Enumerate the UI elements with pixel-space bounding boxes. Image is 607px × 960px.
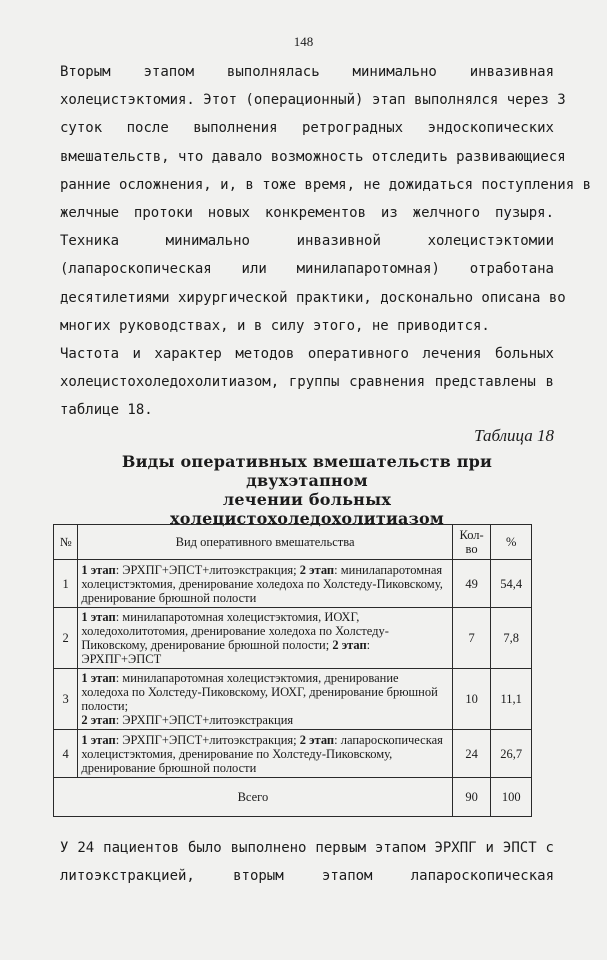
table-body bbox=[54, 560, 532, 778]
text-line: таблице 18. bbox=[60, 402, 153, 419]
header-number: № bbox=[54, 525, 78, 560]
text-line: Техника минимально инвазивной холецистэктомии bbox=[60, 233, 554, 250]
stage-label: 1 этап bbox=[81, 671, 116, 685]
table-caption: Таблица 18 bbox=[474, 426, 554, 445]
page-number: 148 bbox=[293, 34, 314, 49]
row-count: 10 bbox=[452, 669, 491, 730]
text-line: ранние осложнения, и, в тоже время, не дожидаться поступления в bbox=[60, 176, 592, 193]
table-header-row bbox=[54, 525, 532, 560]
table-row bbox=[54, 730, 532, 778]
row-count: 7 bbox=[452, 608, 491, 669]
stage-label: 2 этап bbox=[299, 562, 335, 577]
table-total-row bbox=[54, 778, 532, 817]
header-count: Кол-во bbox=[452, 525, 491, 560]
row-percent: 54,4 bbox=[491, 560, 532, 608]
row-count: 49 bbox=[452, 560, 491, 608]
row-percent: 26,7 bbox=[491, 730, 532, 778]
stage-label: 2 этап bbox=[81, 713, 116, 727]
text-line: суток после выполнения ретроградных эндоскопических bbox=[60, 120, 554, 137]
text-line: десятилетиями хирургической практики, досконально описана во bbox=[60, 289, 566, 306]
stage-text: : минилапаротомная холецистэктомия, дренирование холедоха по Холстеду-Пиковскому, ИОХГ, дренирование брюшной полости; bbox=[81, 671, 438, 713]
row-number: 3 bbox=[54, 669, 78, 730]
table-title bbox=[60, 452, 554, 528]
total-percent: 100 bbox=[491, 778, 532, 817]
row-number: 2 bbox=[54, 608, 78, 669]
paragraph-3 bbox=[60, 834, 554, 890]
paragraph-2 bbox=[60, 340, 554, 425]
header-type: Вид оперативного вмешательства bbox=[78, 525, 452, 560]
text-line: вмешательств, что давало возможность отследить развивающиеся bbox=[60, 148, 566, 165]
table-row bbox=[54, 669, 532, 730]
row-description bbox=[78, 560, 452, 608]
table-row bbox=[54, 560, 532, 608]
text-line: литоэкстракцией, вторым этапом лапароскопическая bbox=[60, 868, 554, 885]
text-line: желчные протоки новых конкрементов из желчного пузыря. bbox=[60, 205, 554, 222]
row-number: 4 bbox=[54, 730, 78, 778]
paragraph-1 bbox=[60, 58, 592, 340]
stage-text: : ЭРХПГ+ЭПСТ bbox=[81, 638, 371, 666]
stage-label: 1 этап bbox=[81, 562, 116, 577]
stage-label: 1 этап bbox=[81, 732, 116, 747]
stage-text: : минилапаротомная холецистэктомия, дренирование холедоха по Холстеду-Пиковскому, дренирование брюшной полости bbox=[81, 562, 443, 605]
stage-text: : лапароскопическая холецистэктомия, дренирование по Холстеду-Пиковскому, дренирование брюшной полости bbox=[81, 732, 443, 775]
text-line: Вторым этапом выполнялась минимально инвазивная bbox=[60, 64, 554, 80]
text-line: Частота и характер методов оперативного лечения больных bbox=[60, 346, 554, 362]
stage-label: 1 этап bbox=[81, 610, 116, 624]
text-line: холецистэктомия. Этот (операционный) этап выполнялся через 3 bbox=[60, 92, 566, 109]
text-line: холецистохоледохолитиазом, группы сравнения представлены в bbox=[60, 374, 554, 391]
text-line: (лапароскопическая или минилапаротомная) отработана bbox=[60, 261, 554, 278]
stage-text: : ЭРХПГ+ЭПСТ+литоэкстракция; bbox=[115, 732, 300, 747]
header-percent: % bbox=[491, 525, 532, 560]
row-description bbox=[78, 608, 452, 669]
stage-label: 2 этап bbox=[332, 638, 367, 652]
row-description bbox=[78, 730, 452, 778]
total-count: 90 bbox=[452, 778, 491, 817]
table-title-line: лечении больных bbox=[222, 490, 392, 509]
table-title-line: Виды оперативных вмешательств при двухэтапном bbox=[121, 452, 493, 490]
row-description bbox=[78, 669, 452, 730]
row-percent: 11,1 bbox=[491, 669, 532, 730]
stage-text: : ЭРХПГ+ЭПСТ+литоэкстракция; bbox=[115, 562, 300, 577]
text-line: У 24 пациентов было выполнено первым этапом ЭРХПГ и ЭПСТ с bbox=[60, 840, 554, 856]
text-line: многих руководствах, и в силу этого, не приводится. bbox=[60, 317, 490, 334]
stage-label: 2 этап bbox=[299, 732, 335, 747]
row-percent: 7,8 bbox=[491, 608, 532, 669]
surgery-types-table bbox=[53, 524, 532, 817]
row-count: 24 bbox=[452, 730, 491, 778]
total-label: Всего bbox=[54, 778, 453, 817]
table-title-line: холецистохоледохолитиазом bbox=[170, 509, 444, 528]
table-row bbox=[54, 608, 532, 669]
row-number: 1 bbox=[54, 560, 78, 608]
stage-text: : ЭРХПГ+ЭПСТ+литоэкстракция bbox=[115, 713, 294, 727]
stage-text: : минилапаротомная холецистэктомия, ИОХГ, холедохолитотомия, дренирование холедоха по Холстеду-Пиковскому, дренирование брюшной полости; bbox=[81, 610, 389, 652]
